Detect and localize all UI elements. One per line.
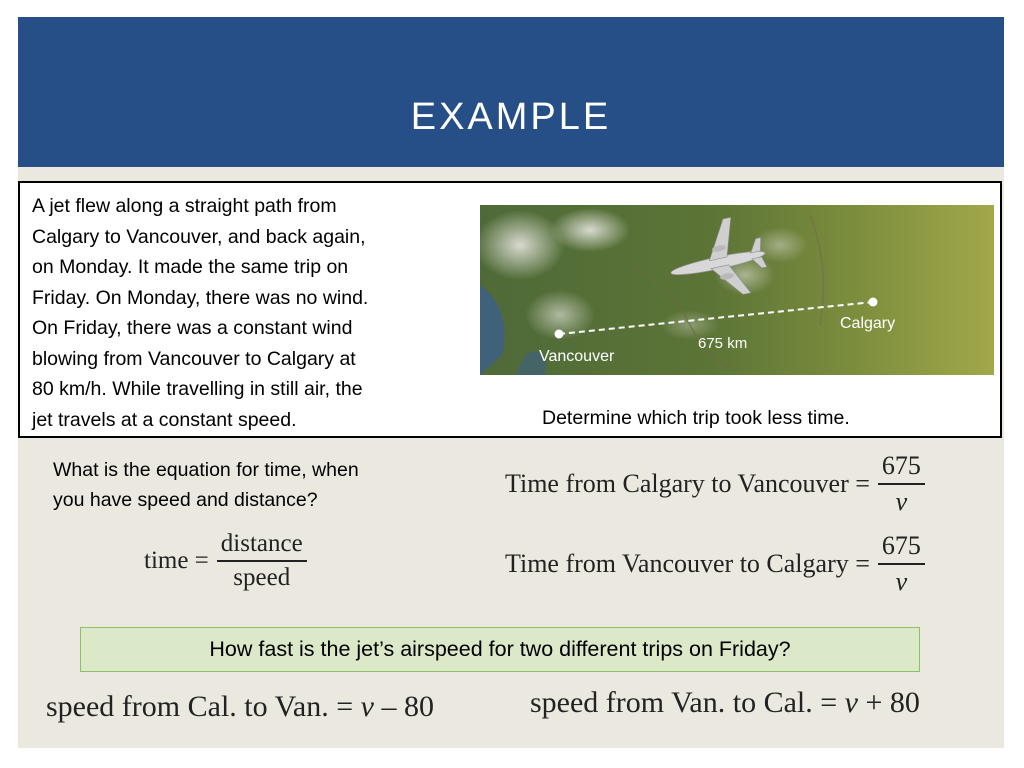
distance-label: 675 km [698,335,748,352]
title-bar [18,17,1004,167]
calgary-label: Calgary [840,315,896,332]
calgary-marker [869,298,878,307]
speed-var: v [360,690,374,723]
problem-text: A jet flew along a straight path from Calgary to Vancouver, and back again, on Monday. It made the same trip on Friday. On Monday, there was no wind. On Friday, there was a constant wind blowing from Vancouver to Calgary at 80 km/h. While travelling in still air, the jet travels at a constant speed. [32,195,369,431]
airspeed-question-box [80,627,920,672]
equation-fraction [878,451,925,517]
speed-operator: – [381,690,397,723]
speed-lhs: speed from Cal. to Van. = [46,690,354,723]
map-image [480,205,994,375]
problem-box [18,181,1002,438]
equation-calgary-to-vancouver [505,451,925,517]
time-formula-lhs: time = [144,547,209,574]
equation-vancouver-to-calgary [505,531,925,597]
vancouver-label: Vancouver [539,348,615,365]
speed-value: 80 [889,686,920,719]
equation-fraction [878,531,925,597]
determine-text: Determine which trip took less time. [542,407,850,429]
airspeed-question: How fast is the jet’s airspeed for two different trips on Friday? [209,637,791,661]
vancouver-marker [555,330,564,339]
time-formula-denominator: speed [233,564,291,591]
equation-numerator: 675 [878,531,925,565]
equation-lhs: Time from Calgary to Vancouver = [505,469,870,498]
equation-numerator: 675 [878,451,925,485]
speed-van-to-cal [530,686,920,720]
question-time-equation: What is the equation for time, when you have speed and distance? [53,459,359,511]
time-formula-numerator: distance [217,530,307,562]
equation-lhs: Time from Vancouver to Calgary = [505,549,870,578]
speed-operator: + [865,686,883,719]
speed-value: 80 [403,690,434,723]
speed-var: v [844,686,858,719]
equation-denominator: v [895,567,908,596]
time-formula-fraction [217,530,307,592]
speed-cal-to-van [46,690,434,724]
equation-denominator: v [895,487,908,516]
speed-lhs: speed from Van. to Cal. = [530,686,838,719]
slide-title: EXAMPLE [410,96,612,138]
time-formula [144,530,307,592]
